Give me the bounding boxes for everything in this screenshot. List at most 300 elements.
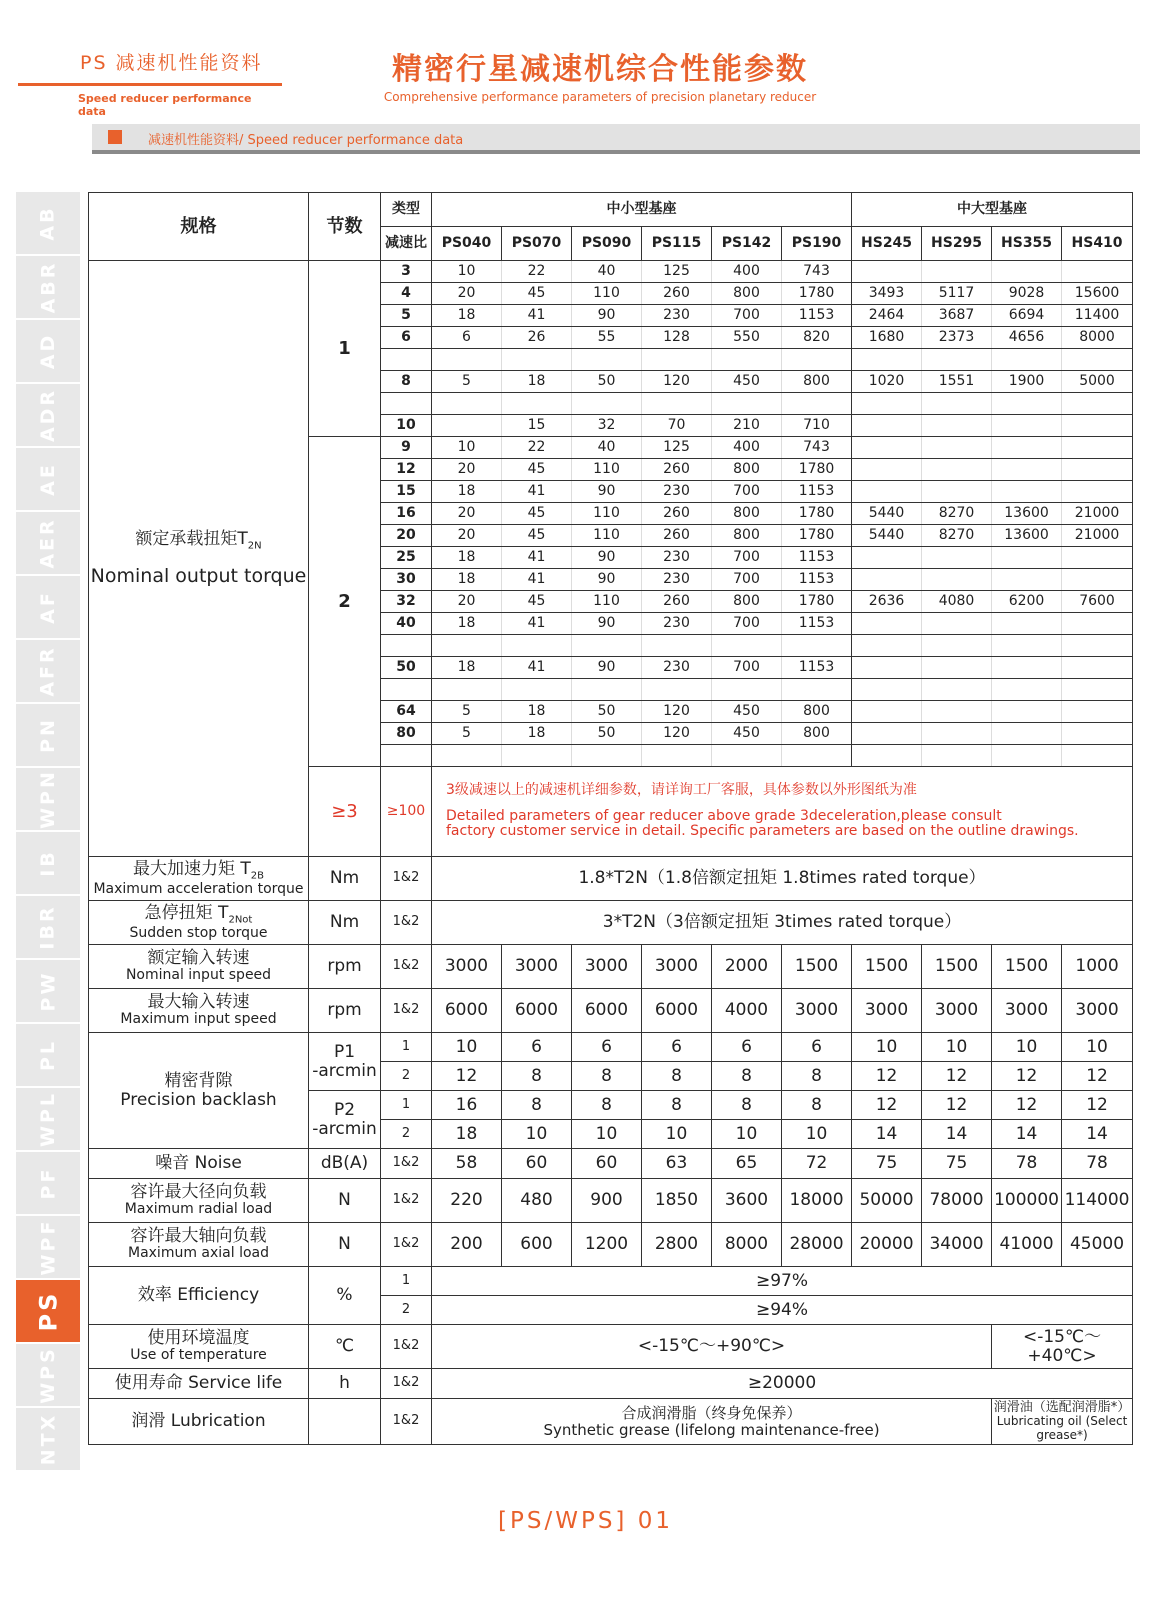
nominal_speed-stage: 1&2 <box>381 945 432 989</box>
torque-cell: 20 <box>432 283 502 305</box>
torque-cell: 45 <box>502 503 572 525</box>
torque-cell: 90 <box>572 569 642 591</box>
torque-cell: 21000 <box>1062 525 1133 547</box>
torque-cell <box>432 349 502 371</box>
side-tab-aer[interactable] <box>16 512 80 576</box>
page-subtitle: Comprehensive performance parameters of precision planetary reducer <box>383 90 817 104</box>
ratio-cell <box>381 679 432 701</box>
life-value: ≥20000 <box>432 1369 1133 1399</box>
torque-cell: 13600 <box>992 503 1062 525</box>
side-tab-pf[interactable] <box>16 1152 80 1216</box>
max_speed-label-cn: 最大输入转速 <box>147 992 250 1013</box>
nominal_speed-label <box>89 945 309 989</box>
torque-cell: 18 <box>432 657 502 679</box>
torque-cell <box>992 459 1062 481</box>
torque-cell <box>922 349 992 371</box>
ratio-cell: 20 <box>381 525 432 547</box>
torque-cell: 1780 <box>782 525 852 547</box>
max_speed-cell: 6000 <box>572 989 642 1033</box>
backlash-cell: 10 <box>642 1120 712 1149</box>
torque-cell <box>992 745 1062 767</box>
side-tab-wps[interactable] <box>16 1344 80 1408</box>
ratio-cell: 40 <box>381 613 432 635</box>
axial-load-cell: 20000 <box>852 1223 922 1267</box>
torque-cell: 5440 <box>852 503 922 525</box>
nominal_speed-cell: 1500 <box>782 945 852 989</box>
torque-cell: 125 <box>642 437 712 459</box>
model-header: PS142 <box>712 227 782 261</box>
torque-cell: 2636 <box>852 591 922 613</box>
table-row <box>89 945 1133 989</box>
backlash-cell: 14 <box>1062 1120 1133 1149</box>
torque-cell <box>922 415 992 437</box>
torque-cell <box>852 349 922 371</box>
torque-cell <box>852 745 922 767</box>
radial-stage: 1&2 <box>381 1179 432 1223</box>
max_speed-cell: 3000 <box>782 989 852 1033</box>
axial-load-cell: 34000 <box>922 1223 992 1267</box>
type-header: 类型 <box>381 193 432 227</box>
lube-small <box>432 1399 992 1445</box>
torque-cell <box>992 349 1062 371</box>
group-large-header: 中大型基座 <box>852 193 1133 227</box>
torque-cell: 1780 <box>782 591 852 613</box>
torque-cell: 1153 <box>782 305 852 327</box>
backlash-cell: 6 <box>642 1033 712 1062</box>
axial-load-cell: 8000 <box>712 1223 782 1267</box>
torque-cell <box>1062 745 1133 767</box>
side-tab-wpl[interactable] <box>16 1088 80 1152</box>
torque-cell <box>642 393 712 415</box>
efficiency-stage: 2 <box>381 1296 432 1325</box>
torque-cell: 110 <box>572 591 642 613</box>
noise-cell: 65 <box>712 1149 782 1179</box>
torque-cell: 20 <box>432 591 502 613</box>
torque-cell: 128 <box>642 327 712 349</box>
side-tab-label: ABR <box>36 260 59 314</box>
max_speed-cell: 6000 <box>642 989 712 1033</box>
brand-underline <box>18 83 282 86</box>
ratio-cell: 9 <box>381 437 432 459</box>
torque-cell: 90 <box>572 547 642 569</box>
torque-cell: 1153 <box>782 481 852 503</box>
page-title: 精密行星减速机综合性能参数 <box>392 52 808 87</box>
table-row <box>89 1325 1133 1369</box>
torque-cell <box>852 679 922 701</box>
torque-cell <box>1062 657 1133 679</box>
side-tab-label: AF <box>37 590 59 624</box>
torque-cell <box>852 547 922 569</box>
torque-cell <box>922 393 992 415</box>
torque-cell <box>782 349 852 371</box>
torque-cell <box>992 481 1062 503</box>
side-tab-ab[interactable] <box>16 192 80 256</box>
torque-cell <box>852 613 922 635</box>
side-tab-af[interactable] <box>16 576 80 640</box>
table-row <box>89 857 1133 901</box>
life-stage: 1&2 <box>381 1369 432 1399</box>
torque-cell <box>432 393 502 415</box>
side-tab-label: IBR <box>37 904 59 950</box>
ratio-cell <box>381 349 432 371</box>
torque-cell: 5117 <box>922 283 992 305</box>
side-tab-label: WPL <box>37 1091 59 1147</box>
noise-cell: 60 <box>502 1149 572 1179</box>
efficiency-unit: % <box>309 1267 381 1325</box>
torque-cell <box>992 679 1062 701</box>
ratio-header: 减速比 <box>381 227 432 261</box>
noise-cell: 58 <box>432 1149 502 1179</box>
torque-cell: 450 <box>712 701 782 723</box>
torque-cell: 32 <box>572 415 642 437</box>
backlash-cell: 10 <box>432 1033 502 1062</box>
ratio-cell: 15 <box>381 481 432 503</box>
torque-label-cn: 额定承载扭矩T <box>135 529 248 550</box>
torque-cell <box>1062 261 1133 283</box>
torque-label <box>89 261 309 857</box>
nominal_speed-cell: 3000 <box>572 945 642 989</box>
torque-cell: 18 <box>432 547 502 569</box>
torque-cell: 10 <box>432 437 502 459</box>
torque-cell: 700 <box>712 305 782 327</box>
torque-cell <box>432 635 502 657</box>
noise-cell: 75 <box>922 1149 992 1179</box>
noise-cell: 75 <box>852 1149 922 1179</box>
note-en-2: factory customer service in detail. Specific parameters are based on the outline drawings. <box>446 823 1079 840</box>
torque-cell: 260 <box>642 283 712 305</box>
torque-cell: 22 <box>502 261 572 283</box>
torque-cell: 700 <box>712 547 782 569</box>
backlash-stage: 1 <box>381 1091 432 1120</box>
model-header: PS090 <box>572 227 642 261</box>
max_speed-cell: 3000 <box>992 989 1062 1033</box>
torque-cell: 5 <box>432 723 502 745</box>
radial-load-cell: 18000 <box>782 1179 852 1223</box>
torque-cell: 230 <box>642 569 712 591</box>
axial-load-cell: 2800 <box>642 1223 712 1267</box>
torque-cell: 260 <box>642 591 712 613</box>
side-tab-wpf[interactable] <box>16 1216 80 1280</box>
backlash-cell: 14 <box>852 1120 922 1149</box>
torque-cell <box>572 349 642 371</box>
nominal_speed-cell: 2000 <box>712 945 782 989</box>
lube-small-cn: 合成润滑脂（终身免保养） <box>621 1404 802 1422</box>
backlash-cell: 6 <box>712 1033 782 1062</box>
model-header: PS070 <box>502 227 572 261</box>
torque-cell: 120 <box>642 723 712 745</box>
ratio-cell: 64 <box>381 701 432 723</box>
table-row <box>89 1267 1133 1296</box>
lube-large-cn: 润滑油（选配润滑脂*） <box>993 1400 1131 1416</box>
backlash-cell: 12 <box>852 1062 922 1091</box>
backlash-cell: 8 <box>782 1062 852 1091</box>
torque-cell: 6694 <box>992 305 1062 327</box>
backlash-cell: 16 <box>432 1091 502 1120</box>
model-header: PS040 <box>432 227 502 261</box>
torque-cell <box>992 635 1062 657</box>
backlash-cell: 10 <box>572 1120 642 1149</box>
torque-label-en: Nominal output torque <box>90 564 307 587</box>
backlash-cell: 10 <box>1062 1033 1133 1062</box>
backlash-p2-unit <box>309 1091 381 1149</box>
torque-cell: 5000 <box>1062 371 1133 393</box>
side-tab-ad[interactable] <box>16 320 80 384</box>
backlash-stage: 2 <box>381 1062 432 1091</box>
nominal_speed-cell: 1500 <box>922 945 992 989</box>
backlash-cell: 6 <box>572 1033 642 1062</box>
torque-cell: 20 <box>432 503 502 525</box>
torque-cell <box>992 415 1062 437</box>
torque-cell: 230 <box>642 613 712 635</box>
torque-cell: 45 <box>502 591 572 613</box>
torque-cell <box>1062 701 1133 723</box>
ratio-cell: 6 <box>381 327 432 349</box>
side-tab-ntx[interactable] <box>16 1408 80 1472</box>
torque-cell: 743 <box>782 437 852 459</box>
max_speed-cell: 3000 <box>922 989 992 1033</box>
torque-cell: 820 <box>782 327 852 349</box>
torque-cell <box>992 547 1062 569</box>
side-tab-ibr[interactable] <box>16 896 80 960</box>
torque-cell: 90 <box>572 613 642 635</box>
torque-cell: 10 <box>432 261 502 283</box>
backlash-cell: 8 <box>642 1091 712 1120</box>
torque-cell <box>572 635 642 657</box>
nominal_speed-label-en: Nominal input speed <box>125 967 272 984</box>
torque-cell <box>992 701 1062 723</box>
radial-unit: N <box>309 1179 381 1223</box>
torque-cell <box>922 745 992 767</box>
backlash-cell: 14 <box>992 1120 1062 1149</box>
torque-cell <box>922 437 992 459</box>
backlash-cell: 8 <box>502 1091 572 1120</box>
estop-value: 3*T2N（3倍额定扭矩 3times rated torque） <box>432 901 1133 945</box>
brand-header <box>18 48 282 118</box>
torque-cell: 1680 <box>852 327 922 349</box>
torque-cell: 1020 <box>852 371 922 393</box>
backlash-cell: 10 <box>922 1033 992 1062</box>
torque-cell <box>642 745 712 767</box>
torque-cell <box>572 745 642 767</box>
torque-cell <box>712 679 782 701</box>
torque-cell <box>432 679 502 701</box>
torque-cell <box>712 393 782 415</box>
torque-cell: 260 <box>642 503 712 525</box>
nominal_speed-cell: 1000 <box>1062 945 1133 989</box>
radial-load-cell: 100000 <box>992 1179 1062 1223</box>
max_speed-unit: rpm <box>309 989 381 1033</box>
radial-load-cell: 3600 <box>712 1179 782 1223</box>
torque-cell: 55 <box>572 327 642 349</box>
torque-cell <box>852 657 922 679</box>
torque-cell: 18 <box>432 481 502 503</box>
backlash-cell: 14 <box>922 1120 992 1149</box>
ratio-cell: 12 <box>381 459 432 481</box>
note-en-1: Detailed parameters of gear reducer above grade 3deceleration,please consult <box>446 807 1002 824</box>
backlash-cell: 10 <box>712 1120 782 1149</box>
section-label: 减速机性能资料/ Speed reducer performance data <box>148 133 464 148</box>
stage-header: 节数 <box>309 193 381 261</box>
torque-cell <box>852 459 922 481</box>
torque-cell <box>922 459 992 481</box>
nominal_speed-cell: 3000 <box>432 945 502 989</box>
torque-cell <box>922 701 992 723</box>
torque-cell <box>852 393 922 415</box>
side-tab-label: PL <box>36 1038 59 1072</box>
side-tab-label: AD <box>36 332 59 370</box>
side-tab-label: PF <box>37 1166 59 1200</box>
torque-cell <box>1062 437 1133 459</box>
axial-load-cell: 45000 <box>1062 1223 1133 1267</box>
side-tab-wpn[interactable] <box>16 768 80 832</box>
side-tab-nav <box>16 192 80 1472</box>
torque-label-sub: 2N <box>247 540 262 552</box>
torque-cell: 1153 <box>782 547 852 569</box>
torque-cell: 1153 <box>782 613 852 635</box>
life-unit: h <box>309 1369 381 1399</box>
torque-cell: 90 <box>572 657 642 679</box>
torque-cell: 50 <box>572 371 642 393</box>
side-tab-label: IB <box>37 849 59 877</box>
accel-stage: 1&2 <box>381 857 432 901</box>
torque-cell: 13600 <box>992 525 1062 547</box>
ratio-cell: 25 <box>381 547 432 569</box>
accel-label-en: Maximum acceleration torque <box>93 880 304 897</box>
side-tab-abr[interactable] <box>16 256 80 320</box>
torque-cell <box>502 679 572 701</box>
ratio-cell: 8 <box>381 371 432 393</box>
backlash-cell: 8 <box>572 1062 642 1091</box>
torque-cell: 41 <box>502 547 572 569</box>
torque-cell <box>1062 481 1133 503</box>
torque-cell: 9028 <box>992 283 1062 305</box>
torque-cell <box>1062 415 1133 437</box>
backlash-unit: -arcmin <box>312 1060 377 1081</box>
torque-cell: 22 <box>502 437 572 459</box>
torque-cell: 50 <box>572 723 642 745</box>
temperature-small: <-15℃～+90℃> <box>432 1325 992 1369</box>
torque-cell <box>992 437 1062 459</box>
torque-cell: 210 <box>712 415 782 437</box>
backlash-p1-unit <box>309 1033 381 1091</box>
table-row <box>89 1033 1133 1062</box>
table-row <box>89 261 1133 283</box>
torque-cell <box>922 657 992 679</box>
nominal_speed-cell: 1500 <box>852 945 922 989</box>
torque-cell: 800 <box>712 459 782 481</box>
max_speed-label <box>89 989 309 1033</box>
torque-cell: 260 <box>642 459 712 481</box>
temperature-label-cn: 使用环境温度 <box>147 1328 250 1349</box>
ratio-3-cell: ≥100 <box>381 767 432 857</box>
ratio-cell: 30 <box>381 569 432 591</box>
torque-cell: 110 <box>572 525 642 547</box>
max_speed-cell: 3000 <box>1062 989 1133 1033</box>
torque-cell: 1780 <box>782 459 852 481</box>
torque-cell: 90 <box>572 481 642 503</box>
backlash-cell: 10 <box>782 1120 852 1149</box>
radial-load-cell: 50000 <box>852 1179 922 1223</box>
backlash-stage: 1 <box>381 1033 432 1062</box>
noise-cell: 72 <box>782 1149 852 1179</box>
temperature-stage: 1&2 <box>381 1325 432 1369</box>
performance-table <box>88 192 1133 1445</box>
torque-cell: 125 <box>642 261 712 283</box>
backlash-unit: -arcmin <box>312 1118 377 1139</box>
torque-cell <box>502 635 572 657</box>
torque-cell <box>502 349 572 371</box>
noise-cell: 78 <box>1062 1149 1133 1179</box>
brand-title: PS 减速机性能资料 <box>80 52 263 74</box>
torque-cell <box>922 635 992 657</box>
torque-cell: 21000 <box>1062 503 1133 525</box>
torque-cell: 3493 <box>852 283 922 305</box>
side-tab-afr[interactable] <box>16 640 80 704</box>
torque-cell: 800 <box>712 503 782 525</box>
torque-cell <box>852 261 922 283</box>
torque-cell: 2373 <box>922 327 992 349</box>
lube-unit <box>309 1399 381 1445</box>
axial-load-cell: 200 <box>432 1223 502 1267</box>
lube-stage: 1&2 <box>381 1399 432 1445</box>
table-row <box>89 1149 1133 1179</box>
accel-label-cn: 最大加速力矩 T <box>132 859 251 880</box>
torque-cell <box>922 679 992 701</box>
note-cn: 3级减速以上的减速机详细参数，请详询工厂客服，具体参数以外形图纸为准 <box>446 782 917 799</box>
ratio-cell <box>381 745 432 767</box>
brand-subtitle: Speed reducer performance data <box>78 92 252 118</box>
torque-cell: 5 <box>432 701 502 723</box>
backlash-cell: 12 <box>922 1091 992 1120</box>
torque-cell: 230 <box>642 657 712 679</box>
backlash-cell: 12 <box>852 1091 922 1120</box>
side-tab-pw[interactable] <box>16 960 80 1024</box>
side-tab-ae[interactable] <box>16 448 80 512</box>
side-tab-ib[interactable] <box>16 832 80 896</box>
estop-label <box>89 901 309 945</box>
torque-cell: 8000 <box>1062 327 1133 349</box>
torque-cell: 5 <box>432 371 502 393</box>
table-row <box>89 1399 1133 1445</box>
side-tab-ps[interactable] <box>16 1280 80 1344</box>
nominal_speed-cell: 1500 <box>992 945 1062 989</box>
torque-cell: 400 <box>712 437 782 459</box>
torque-cell: 230 <box>642 481 712 503</box>
torque-cell: 45 <box>502 459 572 481</box>
axial-load-cell: 41000 <box>992 1223 1062 1267</box>
model-header: HS410 <box>1062 227 1133 261</box>
noise-cell: 78 <box>992 1149 1062 1179</box>
side-tab-label: AB <box>37 205 59 241</box>
side-tab-pn[interactable] <box>16 704 80 768</box>
side-tab-pl[interactable] <box>16 1024 80 1088</box>
torque-cell: 800 <box>782 371 852 393</box>
torque-cell <box>432 415 502 437</box>
backlash-cell: 18 <box>432 1120 502 1149</box>
accel-label <box>89 857 309 901</box>
efficiency-label: 效率 Efficiency <box>89 1267 309 1325</box>
backlash-cell: 12 <box>992 1062 1062 1091</box>
ratio-cell: 32 <box>381 591 432 613</box>
side-tab-adr[interactable] <box>16 384 80 448</box>
torque-cell: 1153 <box>782 569 852 591</box>
max_speed-stage: 1&2 <box>381 989 432 1033</box>
backlash-stage: 2 <box>381 1120 432 1149</box>
noise-cell: 60 <box>572 1149 642 1179</box>
torque-cell: 550 <box>712 327 782 349</box>
torque-cell: 41 <box>502 657 572 679</box>
torque-cell <box>992 613 1062 635</box>
